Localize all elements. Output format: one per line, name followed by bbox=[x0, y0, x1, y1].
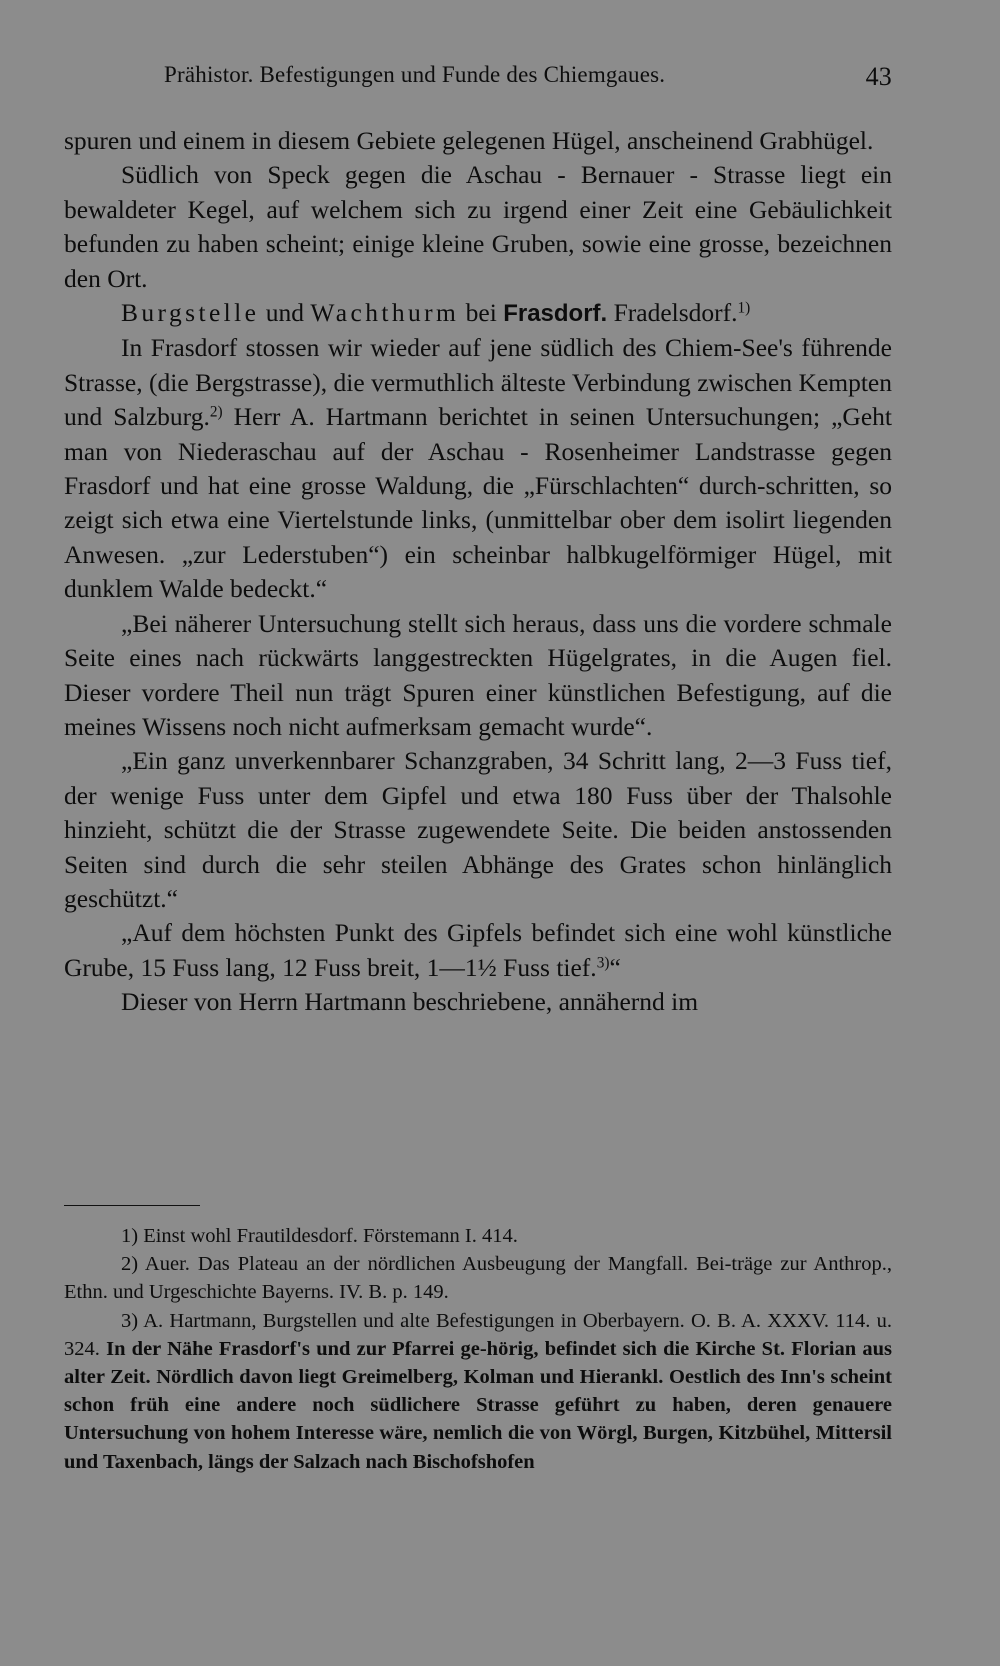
heading-place-name: Frasdorf. bbox=[503, 300, 608, 328]
paragraph-grube-text: „Auf dem höchsten Punkt des Gipfels befindet sich eine wohl künstliche Grube, 15 Fuss lang, 12 Fuss breit, 1—1½ Fuss tief. bbox=[64, 918, 892, 982]
footnote-3-citation: 3) A. Hartmann, Burgstellen und alte Befestigungen in Oberbayern. O. B. A. XXXV. 114. u. 324. bbox=[64, 1309, 892, 1360]
heading-wachthurm: Wachthurm bbox=[310, 298, 460, 328]
section-heading bbox=[64, 296, 892, 331]
paragraph-frasdorf-text-b: Herr A. Hartmann berichtet in seinen Untersuchungen; „Geht man von Niederaschau auf der Aschau - Rosenheimer Landstrasse gegen Frasdorf und hat eine grosse Waldung, die „Fürschlachten“ durch-schritten, so zeigt sich etwa eine Viertelstunde links, (unmittelbar ober dem isolirt liegenden Anwesen. „zur Lederstuben“) ein scheinbar halbkugelförmiger Hügel, mit dunklem Walde bedeckt.“ bbox=[64, 402, 892, 604]
heading-und: und bbox=[265, 298, 304, 328]
paragraph-schanzgraben: „Ein ganz unverkennbarer Schanzgraben, 34 Schritt lang, 2—3 Fuss tief, der wenige Fuss unter dem Gipfel und etwa 180 Fuss über der Thalsohle hinzieht, schützt die der Strasse zugewendete Seite. Die beiden anstossenden Seiten sind durch die sehr steilen Abhänge des Grates schon hinlänglich geschützt.“ bbox=[64, 746, 892, 913]
footnote-ref-3: 3) bbox=[596, 954, 610, 972]
page-number: 43 bbox=[865, 62, 892, 91]
main-text bbox=[64, 124, 892, 1020]
paragraph-speck: Südlich von Speck gegen die Aschau - Bernauer - Strasse liegt ein bewaldeter Kegel, auf welchem sich zu irgend einer Zeit eine Gebäulichkeit befunden zu haben scheint; einige kleine Gruben, sowie eine grosse, bezeichnen den Ort. bbox=[64, 160, 892, 293]
footnote-divider bbox=[64, 1205, 200, 1206]
footnote-3 bbox=[64, 1307, 892, 1476]
footnote-ref-2: 2) bbox=[209, 403, 223, 421]
paragraph-untersuchung: „Bei näherer Untersuchung stellt sich heraus, dass uns die vordere schmale Seite eines nach rückwärts langgestreckten Hügelgrates, in die Augen fiel. Dieser vordere Theil nun trägt Spuren einer künstlichen Befestigung, auf die meines Wissens noch nicht aufmerksam gemacht wurde“. bbox=[64, 608, 892, 741]
heading-alt-name: Fradelsdorf. bbox=[613, 298, 738, 328]
paragraph-frasdorf bbox=[64, 331, 892, 606]
footnote-1: 1) Einst wohl Frautildesdorf. Förstemann I. 414. bbox=[121, 1225, 518, 1247]
footnotes bbox=[64, 1222, 892, 1476]
heading-bei: bei bbox=[465, 298, 497, 328]
paragraph-grube bbox=[64, 916, 892, 985]
running-head-title: Prähistor. Befestigungen und Funde des Chiemgaues. bbox=[164, 62, 666, 87]
footnote-2: 2) Auer. Das Plateau an der nördlichen Ausbeugung der Mangfall. Bei-träge zur Anthrop., Ethn. und Urgeschichte Bayerns. IV. B. p. 149. bbox=[64, 1253, 892, 1304]
paragraph-frasdorf-text-a: In Frasdorf stossen wir wieder auf jene südlich des Chiem-See's führende Strasse, (die Bergstrasse), die vermuthlich älteste Verbindung zwischen Kempten und Salzburg. bbox=[64, 333, 892, 432]
running-head bbox=[64, 62, 892, 98]
paragraph-hartmann: Dieser von Herrn Hartmann beschriebene, annähernd im bbox=[121, 987, 699, 1017]
heading-footnote-ref: 1) bbox=[737, 299, 751, 317]
paragraph-continued: spuren und einem in diesem Gebiete gelegenen Hügel, anscheinend Grabhügel. bbox=[64, 126, 874, 155]
closing-quote: “ bbox=[609, 952, 621, 982]
heading-burgstelle: Burgstelle bbox=[121, 298, 260, 328]
footnote-3-remark: In der Nähe Frasdorf's und zur Pfarrei ge-hörig, befindet sich die Kirche St. Florian aus alter Zeit. Nördlich davon liegt Greimelberg, Kolman und Hierankl. Oestlich des Inn's scheint schon früh eine andere noch südlichere Strasse geführt zu haben, deren genauere Untersuchung von hohem Interesse wäre, nemlich die von Wörgl, Burgen, Kitzbühel, Mittersil und Taxenbach, längs der Salzach nach Bischofshofen bbox=[64, 1337, 892, 1473]
